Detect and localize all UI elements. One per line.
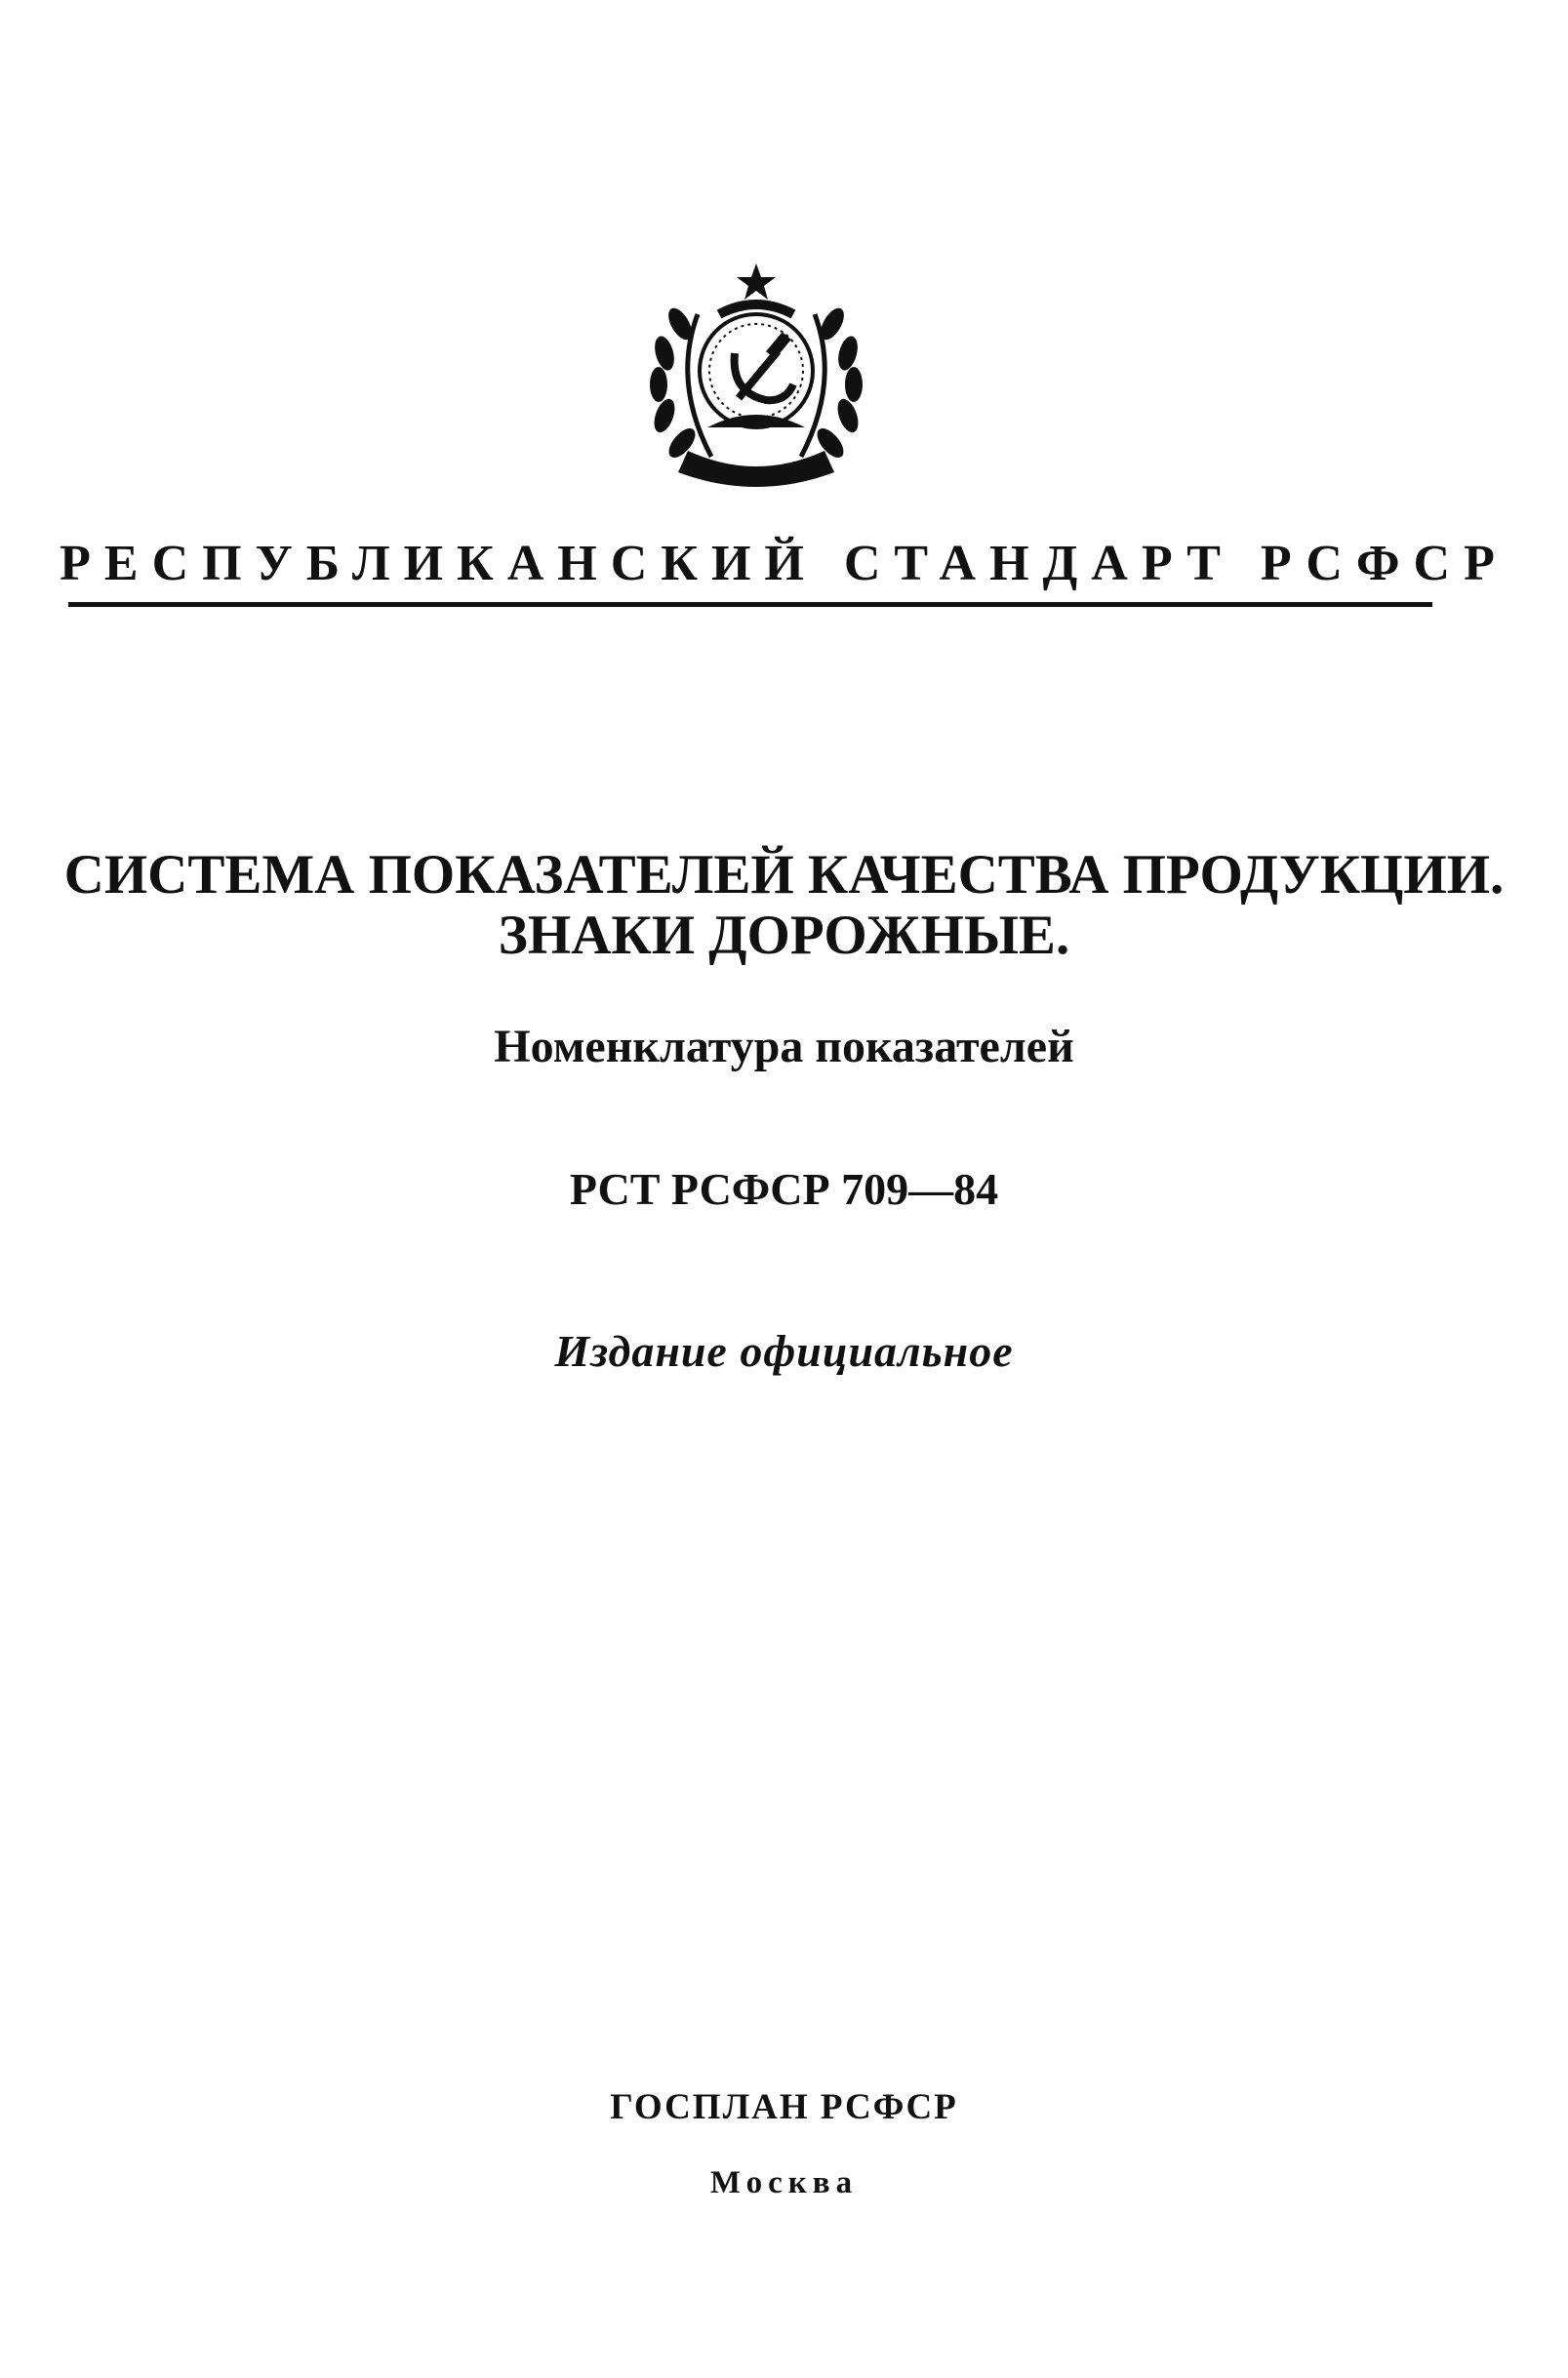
publisher-name: ГОСПЛАН РСФСР [610, 2087, 958, 2127]
document-title-line-2: ЗНАКИ ДОРОЖНЫЕ. [498, 905, 1070, 966]
header-title: РЕСПУБЛИКАНСКИЙ СТАНДАРТ РСФСР [60, 536, 1508, 591]
publication-city: Москва [709, 2165, 859, 2200]
edition-note: Издание официальное [554, 1326, 1014, 1376]
header-divider [68, 602, 1432, 607]
document-title-line-1: СИСТЕМА ПОКАЗАТЕЛЕЙ КАЧЕСТВА ПРОДУКЦИИ. [63, 844, 1505, 906]
document-subtitle: Номенклатура показателей [494, 1021, 1074, 1072]
standard-code: РСТ РСФСР 709—84 [569, 1164, 999, 1214]
rsfsr-coat-of-arms-icon [629, 256, 883, 498]
